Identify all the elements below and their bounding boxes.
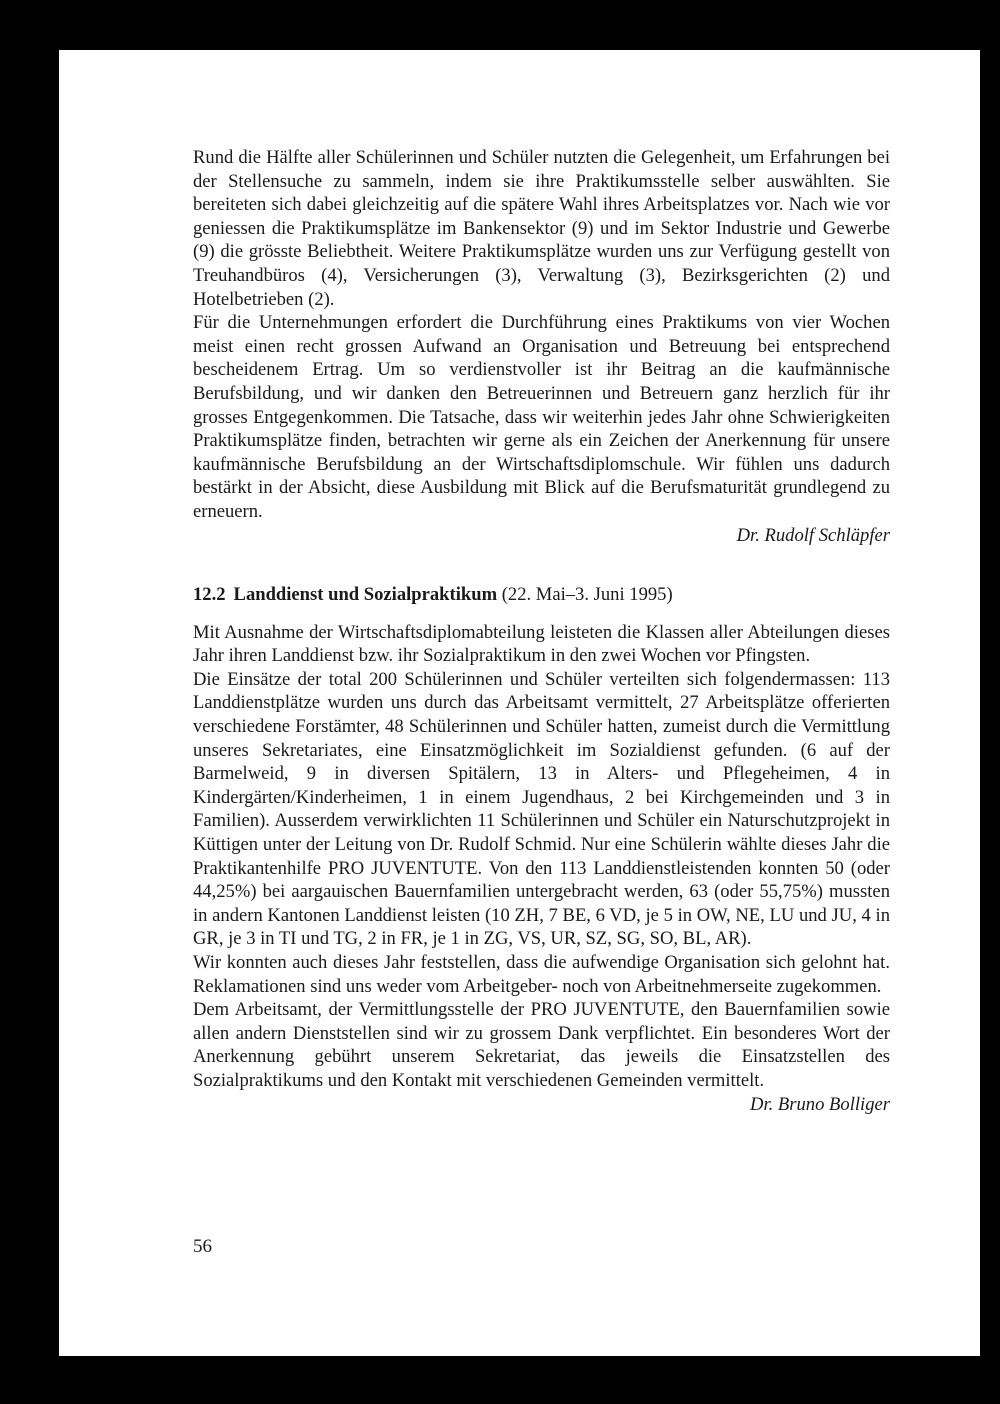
page-content <box>193 146 890 1116</box>
document-page <box>59 50 980 1356</box>
page-number: 56 <box>193 1236 212 1257</box>
paragraph: Für die Unternehmungen erfordert die Durchführung eines Praktikums von vier Wochen meist einen recht grossen Aufwand an Organisation und Betreuung bei entsprechend bescheidenem Ertrag. Um so verdienstvoller ist ihr Beitrag an die kaufmännische Berufsbildung, und wir danken den Betreuerinnen und Betreuern ganz herzlich für ihr grosses Entgegenkommen. Die Tatsache, dass wir weiterhin jedes Jahr ohne Schwierigkeiten Praktikumsplätze finden, betrachten wir gerne als ein Zeichen der Anerkennung für unsere kaufmännische Berufsbildung an der Wirtschaftsdiplomschule. Wir fühlen uns dadurch bestärkt in der Absicht, diese Ausbildung mit Blick auf die Berufsmaturität grundlegend zu erneuern. <box>193 312 890 522</box>
paragraph: Rund die Hälfte aller Schülerinnen und Schüler nutzten die Gelegenheit, um Erfahrungen bei der Stellensuche zu sammeln, indem sie ihre Praktikumsstelle selber auswählten. Sie bereiteten sich dabei gleichzeitig auf die spätere Wahl ihres Arbeitsplatzes vor. Nach wie vor geniessen die Praktikumsplätze im Bankensektor (9) und im Sektor Industrie und Gewerbe (9) die grösste Beliebtheit. Weitere Praktikumsplätze wurden uns zur Verfügung gestellt von Treuhandbüros (4), Versicherungen (3), Verwaltung (3), Bezirksgerichten (2) und Hotelbetrieben (2). <box>193 147 890 310</box>
section-heading <box>193 583 890 607</box>
section-number: 12.2 <box>193 584 226 606</box>
paragraph: Die Einsätze der total 200 Schülerinnen und Schüler verteilten sich folgendermassen: 113 Landdienstplätze wurden uns durch das Arbeitsamt vermittelt, 27 Arbeitsplätze offerierten verschiedene Forstämter, 48 Schülerinnen und Schüler hatten, zumeist durch die Vermittlung unseres Sekretariates, eine Einsatzmöglichkeit im Sozialdienst gefunden. (6 auf der Barmelweid, 9 in diversen Spitälern, 13 in Alters- und Pflegeheimen, 4 in Kindergärten/Kinderheimen, 1 in einem Jugendhaus, 2 bei Kirchgemeinden und 3 in Familien). Ausserdem verwirklichten 11 Schülerinnen und Schüler ein Naturschutzprojekt in Küttigen unter der Leitung von Dr. Rudolf Schmid. Nur eine Schülerin wählte dieses Jahr die Praktikantenhilfe PRO JUVENTUTE. Von den 113 Landdienstleistenden konnten 50 (oder 44,25%) bei aargauischen Bauernfamilien untergebracht werden, 63 (oder 55,75%) mussten in andern Kantonen Landdienst leisten (10 ZH, 7 BE, 6 VD, je 5 in OW, NE, LU und JU, 4 in GR, je 3 in TI und TG, 2 in FR, je 1 in ZG, VS, UR, SZ, SG, SO, BL, AR). <box>193 668 890 950</box>
section-title: Landdienst und Sozialpraktikum <box>233 584 498 606</box>
paragraph: Dem Arbeitsamt, der Vermittlungsstelle der PRO JUVENTUTE, den Bauernfamilien sowie allen andern Dienststellen sind wir zu grossem Dank verpflichtet. Ein besonderes Wort der Anerkennung gebührt unserem Sekretariat, das jeweils die Einsatzstellen des Sozialpraktikums und den Kontakt mit verschiedenen Gemeinden vermittelt. <box>193 999 890 1091</box>
author-signature: Dr. Rudolf Schläpfer <box>736 524 890 546</box>
author-signature: Dr. Bruno Bolliger <box>750 1093 890 1115</box>
paragraph: Mit Ausnahme der Wirtschaftsdiplomabteilung leisteten die Klassen aller Abteilungen dieses Jahr ihren Landdienst bzw. ihr Sozialpraktikum in den zwei Wochen vor Pfingsten. <box>193 621 890 667</box>
section-dates: (22. Mai–3. Juni 1995) <box>501 584 673 606</box>
paragraph: Wir konnten auch dieses Jahr feststellen, dass die aufwendige Organisation sich gelohnt hat. Reklamationen sind uns weder vom Arbeitgeber- noch von Arbeitnehmerseite zugekommen. <box>193 952 890 997</box>
